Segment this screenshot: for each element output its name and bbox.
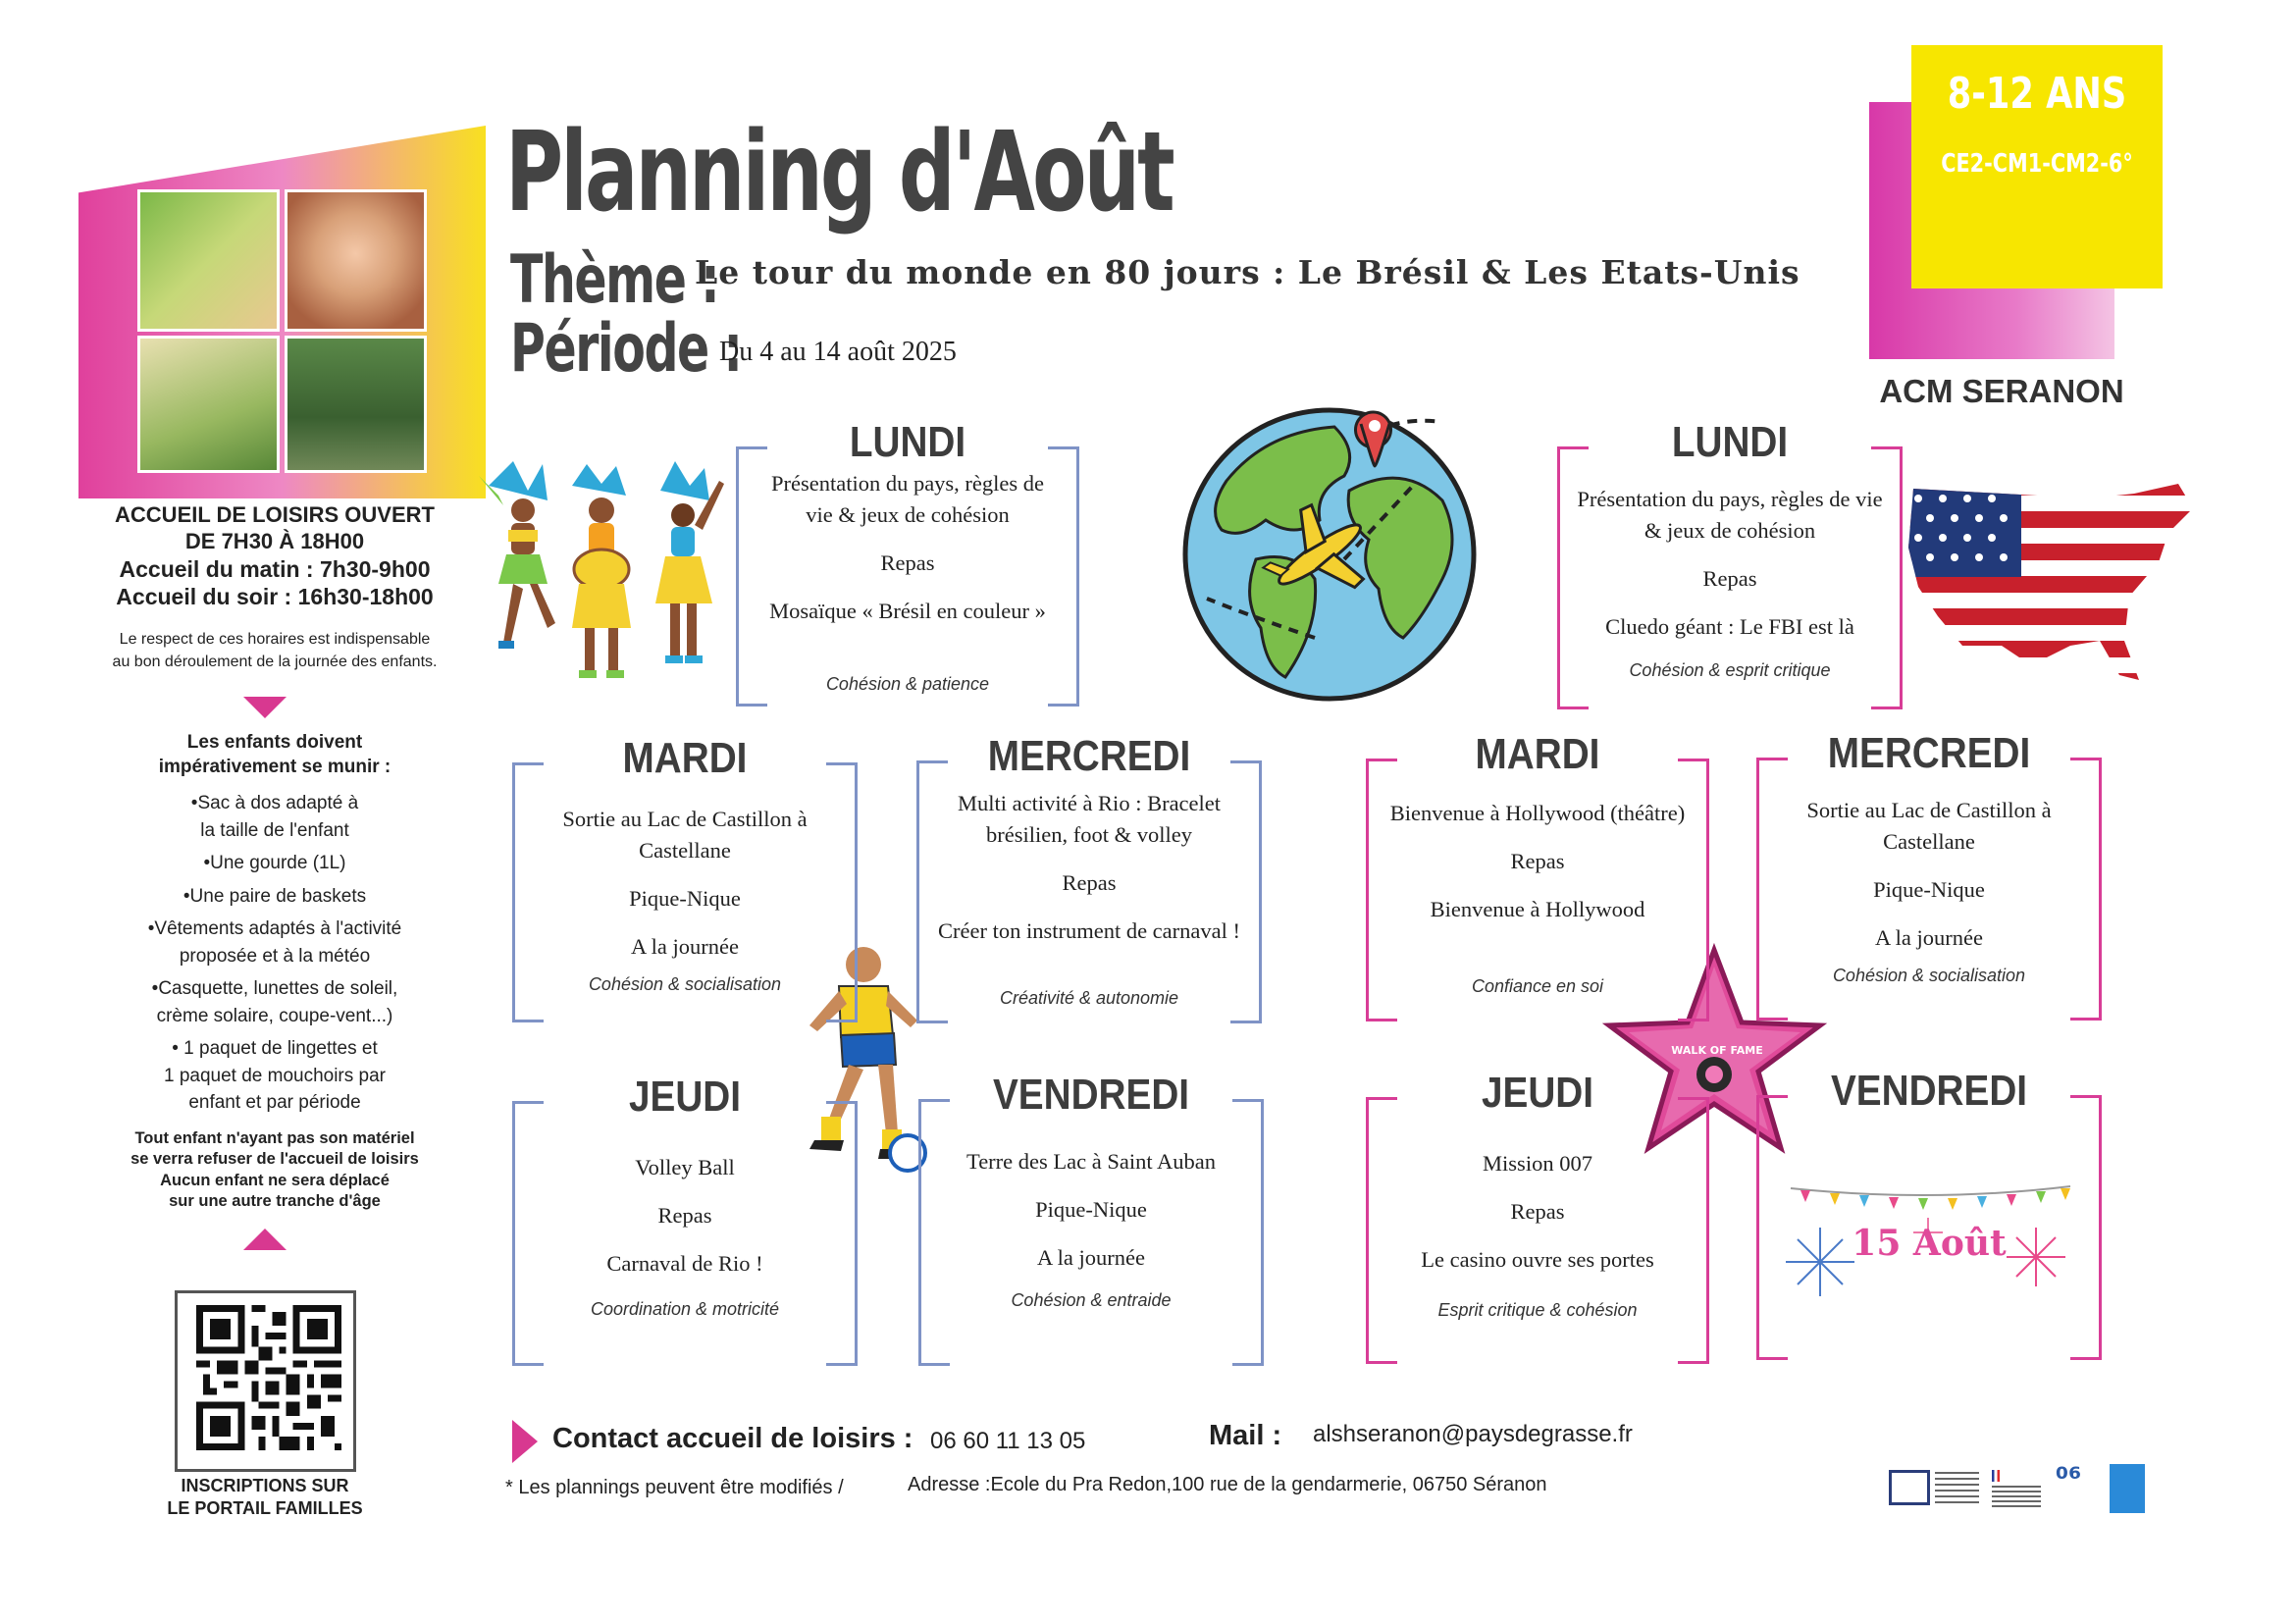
arrow-up-icon [243,1229,287,1250]
list-item: enfant et par période [188,1092,361,1114]
globe-airplane-illustration [1148,393,1511,707]
photo-children-faces [285,189,427,332]
skill-tag: Créativité & autonomie [999,988,1179,1008]
arrow-right-icon [512,1420,538,1463]
skill-tag: Cohésion & patience [825,674,990,694]
theme-label: Thème : [510,241,719,319]
skill-tag: Confiance en soi [1471,976,1604,996]
brazil-vendredi-card: VENDREDI Terre des Lac à Saint Auban Pique-Nique A la journée Cohésion & entraide [918,1099,1264,1366]
modification-note: * Les plannings peuvent être modifiés / [505,1477,844,1498]
skill-tag: Cohésion & socialisation [588,974,782,994]
day-title: LUNDI [841,418,974,466]
list-item: • 1 paquet de lingettes et [172,1038,378,1060]
list-item: la taille de l'enfant [200,819,349,841]
carnival-dancers-illustration [469,456,729,697]
list-item: proposée et à la météo [179,945,371,967]
address: Adresse :Ecole du Pra Redon,100 rue de la gendarmerie, 06750 Séranon [908,1474,1547,1495]
skill-tag: Cohésion & socialisation [1832,966,2026,985]
usa-jeudi-card: JEUDI Mission 007 Repas Le casino ouvre ses portes Esprit critique & cohésion [1366,1097,1709,1364]
department-06-logo: ⁰⁶ [2056,1462,2082,1496]
theme-value: Le tour du monde en 80 jours : Le Brésil & Les Etats-Unis [695,253,1800,291]
center-name: ACM SERANON [1879,373,2124,409]
arrow-down-icon [243,697,287,718]
mail-label: Mail : [1209,1420,1282,1451]
period-label: Période : [510,310,742,388]
brazil-jeudi-card: JEUDI Volley Ball Repas Carnaval de Rio ! Coordination & motricité [512,1101,858,1366]
list-item: •Une paire de baskets [183,885,367,907]
page-title: Planning d'Août [505,109,1173,236]
day-title: JEUDI [1473,1069,1602,1117]
skill-tag: Cohésion & entraide [1011,1290,1172,1310]
brazil-lundi-card: LUNDI Présentation du pays, règles de vie & jeux de cohésion Repas Mosaïque « Brésil en couleur » Cohésion & patience [736,446,1079,707]
list-item: 1 paquet de mouchoirs par [163,1065,387,1086]
skill-tag: Coordination & motricité [590,1299,780,1319]
brazil-mercredi-card: MERCREDI Multi activité à Rio : Bracelet brésilien, foot & volley Repas Créer ton instrument de carnaval ! Créativité & autonomie [916,760,1262,1023]
equipment-list [78,790,471,1117]
brazil-mardi-card: MARDI Sortie au Lac de Castillon à Castellane Pique-Nique A la journée Cohésion & socialisation [512,762,858,1022]
day-title: MARDI [1467,730,1608,778]
equipment-title: Les enfants doivent impérativement se munir : [158,732,391,777]
photo-child-meadow [137,336,280,473]
day-title: MERCREDI [1819,729,2039,777]
contact-label: Contact accueil de loisirs : [552,1423,913,1454]
usa-flag-map-illustration [1894,479,2198,690]
usa-mercredi-card: MERCREDI Sortie au Lac de Castillon à Castellane Pique-Nique A la journée Cohésion & socialisation [1756,758,2102,1021]
caf-logo [2110,1464,2145,1513]
age-range: 8-12 ANS [1947,69,2127,119]
list-item: •Vêtements adaptés à l'activité [147,918,402,940]
day-title: MERCREDI [979,732,1199,780]
walk-of-fame-label: WALK OF FAME [1671,1044,1763,1057]
skill-tag: Cohésion & esprit critique [1629,660,1831,680]
list-item: •Une gourde (1L) [203,853,346,874]
school-levels: CE2-CM1-CM2-6° [1941,149,2133,179]
day-title: VENDREDI [984,1071,1198,1119]
list-item: •Casquette, lunettes de soleil, [151,978,398,1000]
usa-lundi-card: LUNDI Présentation du pays, règles de vie & jeux de cohésion Repas Cluedo géant : Le FBI est là Cohésion & esprit critique [1557,446,1903,709]
photo-kids-cycling [285,336,427,473]
qr-caption: INSCRIPTIONS SUR LE PORTAIL FAMILLES [167,1476,363,1519]
msa-logo [1889,1470,1930,1505]
period-value: Du 4 au 14 août 2025 [719,337,957,367]
skill-tag: Esprit critique & cohésion [1437,1300,1638,1320]
republic-flag-icon [1992,1470,2000,1482]
opening-info: ACCUEIL DE LOISIRS OUVERT DE 7H30 À 18H00 Accueil du matin : 7h30-9h00 Accueil du soir : 16h30-18h00 [115,502,435,609]
msa-logo-text [1935,1472,1979,1503]
holiday-label: 15 Août [1852,1223,2007,1264]
list-item: •Sac à dos adapté à [190,793,359,813]
day-title: MARDI [614,734,756,782]
equipment-warning: Tout enfant n'ayant pas son matériel se verra refuser de l'accueil de loisirs Aucun enfant ne sera déplacé sur une autre tranche d'âge [130,1129,419,1211]
ministry-logo [1992,1486,2041,1507]
schedule-note: Le respect de ces horaires est indispensable au bon déroulement de la journée des enfants. [112,631,438,671]
list-item: crème solaire, coupe-vent...) [156,1005,393,1026]
day-title: VENDREDI [1822,1067,2036,1115]
photo-child-pinwheel [137,189,280,332]
qr-code-icon[interactable] [196,1305,341,1450]
contact-phone[interactable]: 06 60 11 13 05 [930,1428,1086,1454]
mail-address[interactable]: alshseranon@paysdegrasse.fr [1313,1421,1633,1447]
usa-mardi-card: MARDI Bienvenue à Hollywood (théâtre) Repas Bienvenue à Hollywood Confiance en soi [1366,759,1709,1021]
day-title: LUNDI [1663,418,1797,466]
day-title: JEUDI [620,1073,750,1121]
usa-vendredi-card [1756,1067,2102,1360]
